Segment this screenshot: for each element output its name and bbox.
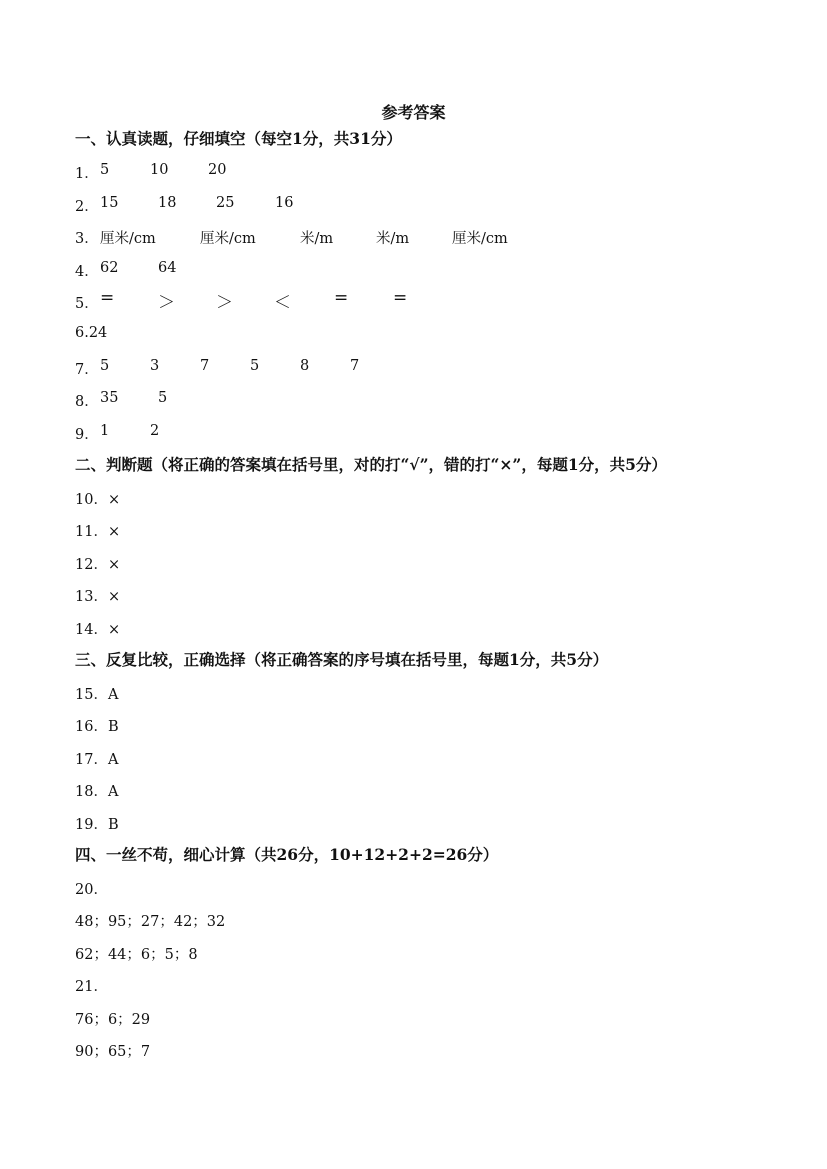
q1-answer-1: 5	[100, 162, 110, 178]
q4-answer-1: 62	[100, 260, 119, 276]
q3-answer-1: 厘米/cm	[100, 231, 156, 247]
q8-answer-2: 5	[158, 390, 168, 406]
q1-answer-2: 10	[150, 162, 169, 178]
q13-line: 13．×	[75, 589, 121, 605]
q2-answer-1: 15	[100, 195, 119, 211]
q7-number: 7．	[75, 362, 99, 378]
page-title: 参考答案	[381, 103, 446, 122]
q16-line: 16．B	[75, 719, 119, 735]
section-2-heading: 二、判断题（将正确的答案填在括号里，对的打“√”，错的打“×”，每题1分，共5分）	[75, 455, 667, 474]
q7-answer-4: 5	[250, 358, 260, 374]
q2-answer-4: 16	[275, 195, 294, 211]
section-3-heading: 三、反复比较，正确选择（将正确答案的序号填在括号里，每题1分，共5分）	[75, 650, 609, 669]
q5-answer-6: =	[393, 288, 408, 308]
q4-number: 4．	[75, 264, 99, 280]
q7-answer-2: 3	[150, 358, 160, 374]
q1-answer-3: 20	[208, 162, 227, 178]
q3-answer-4: 米/m	[376, 231, 410, 247]
q5-answer-3: ＞	[216, 293, 233, 313]
q5-answer-1: =	[100, 288, 115, 308]
q9-number: 9．	[75, 427, 99, 443]
q6-line: 6.24	[75, 325, 108, 341]
q11-line: 11．×	[75, 524, 121, 540]
q2-number: 2．	[75, 199, 99, 215]
q3-answer-2: 厘米/cm	[200, 231, 256, 247]
q14-line: 14．×	[75, 622, 121, 638]
section-1-heading: 一、认真读题，仔细填空（每空1分，共31分）	[75, 129, 402, 148]
q20-label: 20．	[75, 882, 108, 898]
q9-answer-1: 1	[100, 423, 110, 439]
q7-answer-3: 7	[200, 358, 210, 374]
q17-line: 17．A	[75, 752, 119, 768]
q12-line: 12．×	[75, 557, 121, 573]
q21-answers-line-1: 76；6；29	[75, 1012, 151, 1028]
q20-answers-line-2: 62；44；6；5；8	[75, 947, 198, 963]
q7-answer-5: 8	[300, 358, 310, 374]
q5-number: 5．	[75, 296, 99, 312]
q19-line: 19．B	[75, 817, 119, 833]
q21-label: 21．	[75, 979, 108, 995]
q21-answers-line-2: 90；65；7	[75, 1044, 151, 1060]
q2-answer-2: 18	[158, 195, 177, 211]
q8-number: 8．	[75, 394, 99, 410]
q7-answer-6: 7	[350, 358, 360, 374]
q10-line: 10．×	[75, 492, 121, 508]
q7-answer-1: 5	[100, 358, 110, 374]
section-4-heading: 四、一丝不苟，细心计算（共26分，10+12+2+2=26分）	[75, 845, 499, 864]
q3-number: 3．	[75, 231, 99, 247]
q8-answer-1: 35	[100, 390, 119, 406]
q2-answer-3: 25	[216, 195, 235, 211]
q15-line: 15．A	[75, 687, 119, 703]
q1-number: 1．	[75, 166, 99, 182]
q5-answer-5: =	[334, 288, 349, 308]
q4-answer-2: 64	[158, 260, 177, 276]
q3-answer-5: 厘米/cm	[452, 231, 508, 247]
q20-answers-line-1: 48；95；27；42；32	[75, 914, 226, 930]
q9-answer-2: 2	[150, 423, 160, 439]
q5-answer-2: ＞	[158, 293, 175, 313]
q5-answer-4: ＜	[274, 293, 291, 313]
q18-line: 18．A	[75, 784, 119, 800]
q3-answer-3: 米/m	[300, 231, 334, 247]
